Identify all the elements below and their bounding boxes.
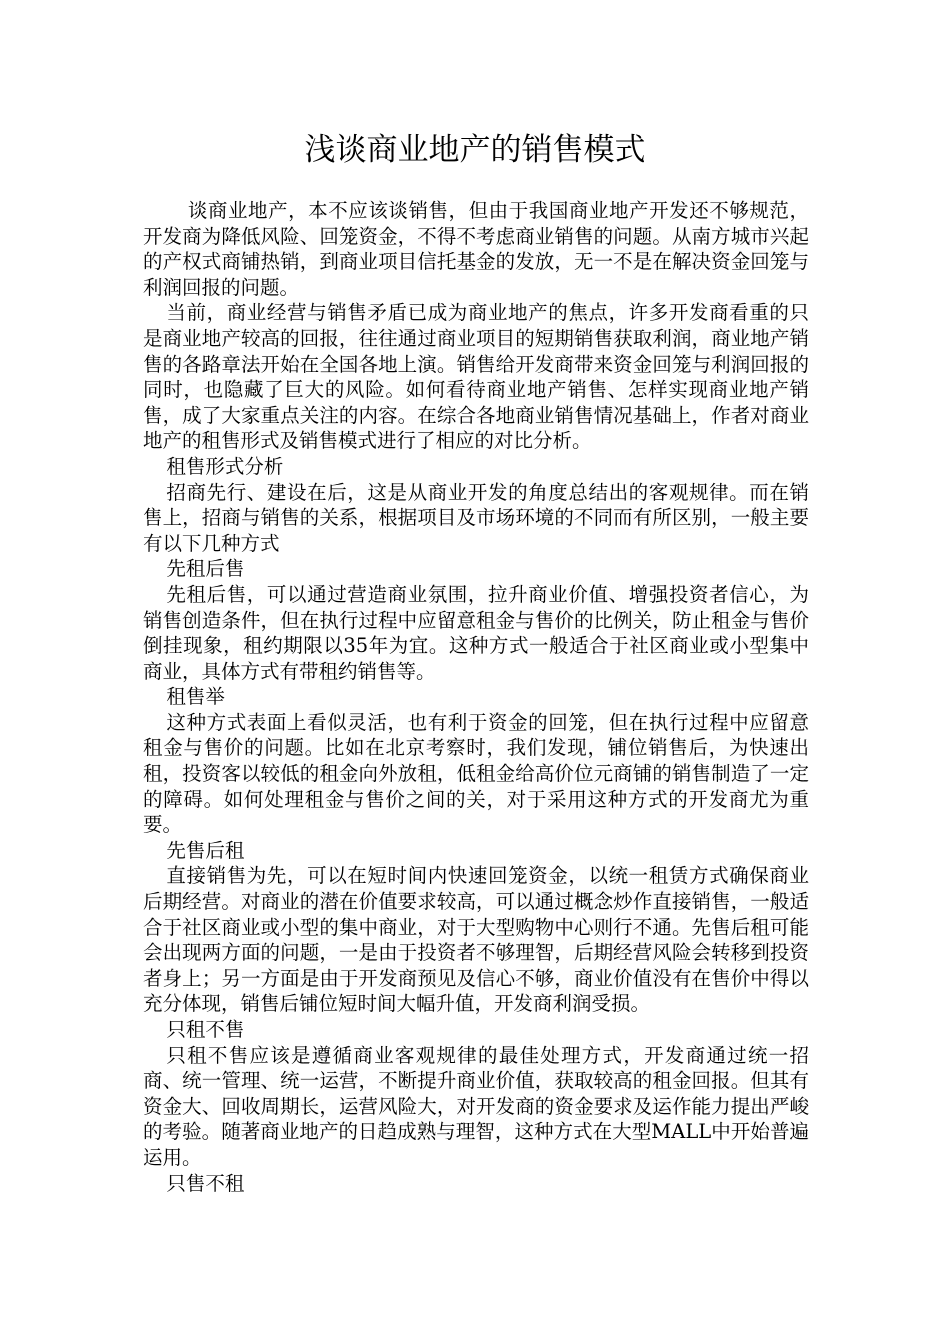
section-heading-lease-sale: 租售举	[166, 685, 225, 709]
section-heading-sale-first: 先售后租	[166, 838, 245, 862]
document-title: 浅谈商业地产的销售模式	[304, 132, 646, 168]
paragraph-lease-only: 只租不售应该是遵循商业客观规律的最佳处理方式，开发商通过统一招商、统一管理、统一运营，不断提升商业价值，获取较高的租金回报。但其有资金大、回收周期长，运营风险大，对开发商的资金要求及运作能力提出严峻的考验。随著商业地产的日趋成熟与理智，这种方式在大型MALL中开始普遍运用。	[143, 1043, 809, 1169]
paragraph-sale-first: 直接销售为先，可以在短时间内快速回笼资金，以统一租赁方式确保商业后期经营。对商业的潜在价值要求较高，可以通过概念炒作直接销售，一般适合于社区商业或小型的集中商业，对于大型购物中心则行不通。先售后租可能会出现两方面的问题，一是由于投资者不够理智，后期经营风险会转移到投资者身上；另一方面是由于开发商预见及信心不够，商业价值没有在售价中得以充分体现，销售后铺位短时间大幅升值，开发商利润受损。	[143, 864, 809, 1016]
section-heading-lease-first: 先租后售	[166, 557, 245, 581]
section-heading-forms: 租售形式分析	[166, 454, 284, 478]
section-heading-sale-only: 只售不租	[166, 1171, 245, 1195]
section-heading-lease-only: 只租不售	[166, 1018, 245, 1041]
paragraph-lease-first: 先租后售，可以通过营造商业氛围，拉升商业价值、增强投资者信心，为销售创造条件，但在执行过程中应留意租金与售价的比例关，防止租金与售价倒挂现象，租约期限以35年为宜。这种方式一般适合于社区商业或小型集中商业，具体方式有带租约销售等。	[143, 582, 809, 683]
paragraph-current-situation: 当前，商业经营与销售矛盾已成为商业地产的焦点，许多开发商看重的只是商业地产较高的回报，往往通过商业项目的短期销售获取利润，商业地产销售的各路章法开始在全国各地上演。销售给开发商带来资金回笼与利润回报的同时，也隐藏了巨大的风险。如何看待商业地产销售、怎样实现商业地产销售，成了大家重点关注的内容。在综合各地商业销售情况基础上，作者对商业地产的租售形式及销售模式进行了相应的对比分析。	[143, 301, 809, 453]
paragraph-lease-sale: 这种方式表面上看似灵活，也有利于资金的回笼，但在执行过程中应留意租金与售价的问题。比如在北京考察时，我们发现，铺位销售后，为快速出租，投资客以较低的租金向外放租，低租金给高价位元商铺的销售制造了一定的障碍。如何处理租金与售价之间的关，对于采用这种方式的开发商尤为重要。	[143, 710, 809, 837]
paragraph-forms: 招商先行、建设在后，这是从商业开发的角度总结出的客观规律。而在销售上，招商与销售的关系，根据项目及市场环境的不同而有所区别，一般主要有以下几种方式	[143, 480, 809, 555]
document-body	[143, 198, 809, 1196]
paragraph-intro: 谈商业地产，本不应该谈销售，但由于我国商业地产开发还不够规范，开发商为降低风险、回笼资金，不得不考虑商业销售的问题。从南方城市兴起的产权式商铺热销，到商业项目信托基金的发放，无一不是在解决资金回笼与利润回报的问题。	[143, 199, 809, 299]
